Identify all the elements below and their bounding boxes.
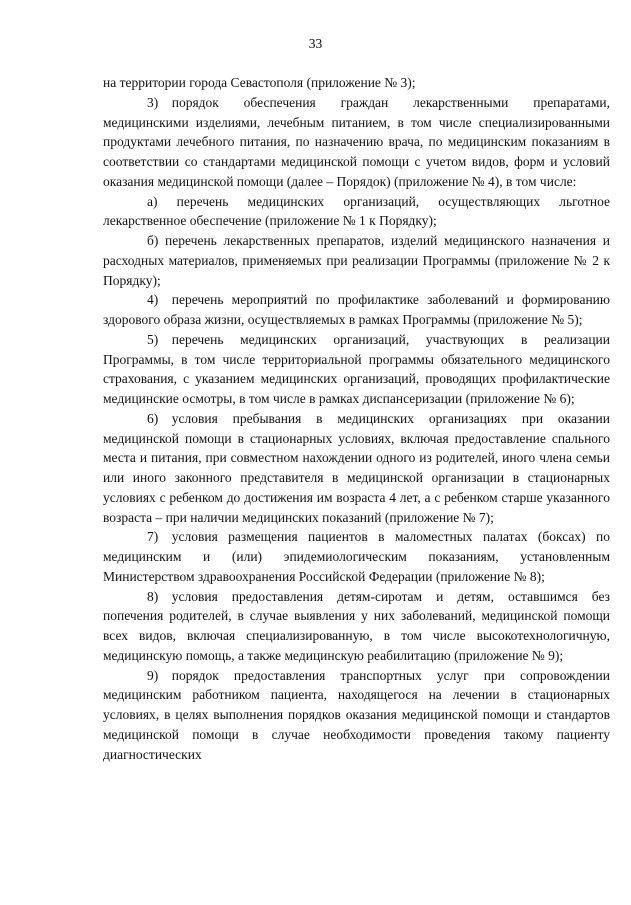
paragraph-continuation: на территории города Севастополя (приложение № 3); [103, 75, 416, 90]
paragraph-item-5: 5) перечень медицинских организаций, участвующих в реализации Программы, в том числе территориальной программы обязательного медицинского страхования, с указанием медицинских организаций, проводящих профилактические медицинские осмотры, в том числе в рамках диспансеризации (приложение № 6); [103, 331, 610, 406]
paragraph-item-7: 7) условия размещения пациентов в маломестных палатах (боксах) по медицинским и (или) эпидемиологическим показаниям, установленным Министерством здравоохранения Российской Федерации (приложение № 8); [103, 529, 610, 584]
document-body [103, 73, 610, 764]
paragraph-item-4: 4) перечень мероприятий по профилактике заболеваний и формированию здорового образа жизни, осуществляемых в рамках Программы (приложение № 5); [103, 292, 610, 327]
paragraph-item-8: 8) условия предоставления детям-сиротам и детям, оставшимся без попечения родителей, в случае выявления у них заболеваний, медицинской помощи всех видов, включая специализированную, в том числе высокотехнологичную, медицинскую помощь, а также медицинскую реабилитацию (приложение № 9); [103, 588, 610, 663]
page-number: 33 [308, 36, 323, 51]
paragraph-item-3: 3) порядок обеспечения граждан лекарственными препаратами, медицинскими изделиями, лечебным питанием, в том числе специализированными продуктами лечебного питания, по назначению врача, по медицинским показаниям в соответствии со стандартами медицинской помощи с учетом видов, форм и условий оказания медицинской помощи (далее – Порядок) (приложение № 4), в том числе: [103, 94, 610, 189]
paragraph-subitem-a: а) перечень медицинских организаций, осуществляющих льготное лекарственное обеспечение (приложение № 1 к Порядку); [103, 193, 610, 229]
paragraph-item-9: 9) порядок предоставления транспортных услуг при сопровождении медицинским работником пациента, находящегося на лечении в стационарных условиях, в целях выполнения порядков оказания медицинской помощи и стандартов медицинской помощи в случае необходимости проведения такому пациенту диагностических [103, 667, 610, 762]
paragraph-subitem-b: б) перечень лекарственных препаратов, изделий медицинского назначения и расходных материалов, применяемых при реализации Программы (приложение № 2 к Порядку); [103, 233, 610, 288]
paragraph-item-6: 6) условия пребывания в медицинских организациях при оказании медицинской помощи в стационарных условиях, включая предоставление спального места и питания, при совместном нахождении одного из родителей, иного члена семьи или иного законного представителя в медицинской организации в стационарных условиях с ребенком до достижения им возраста 4 лет, а с ребенком старше указанного возраста – при наличии медицинских показаний (приложение № 7); [103, 410, 610, 525]
